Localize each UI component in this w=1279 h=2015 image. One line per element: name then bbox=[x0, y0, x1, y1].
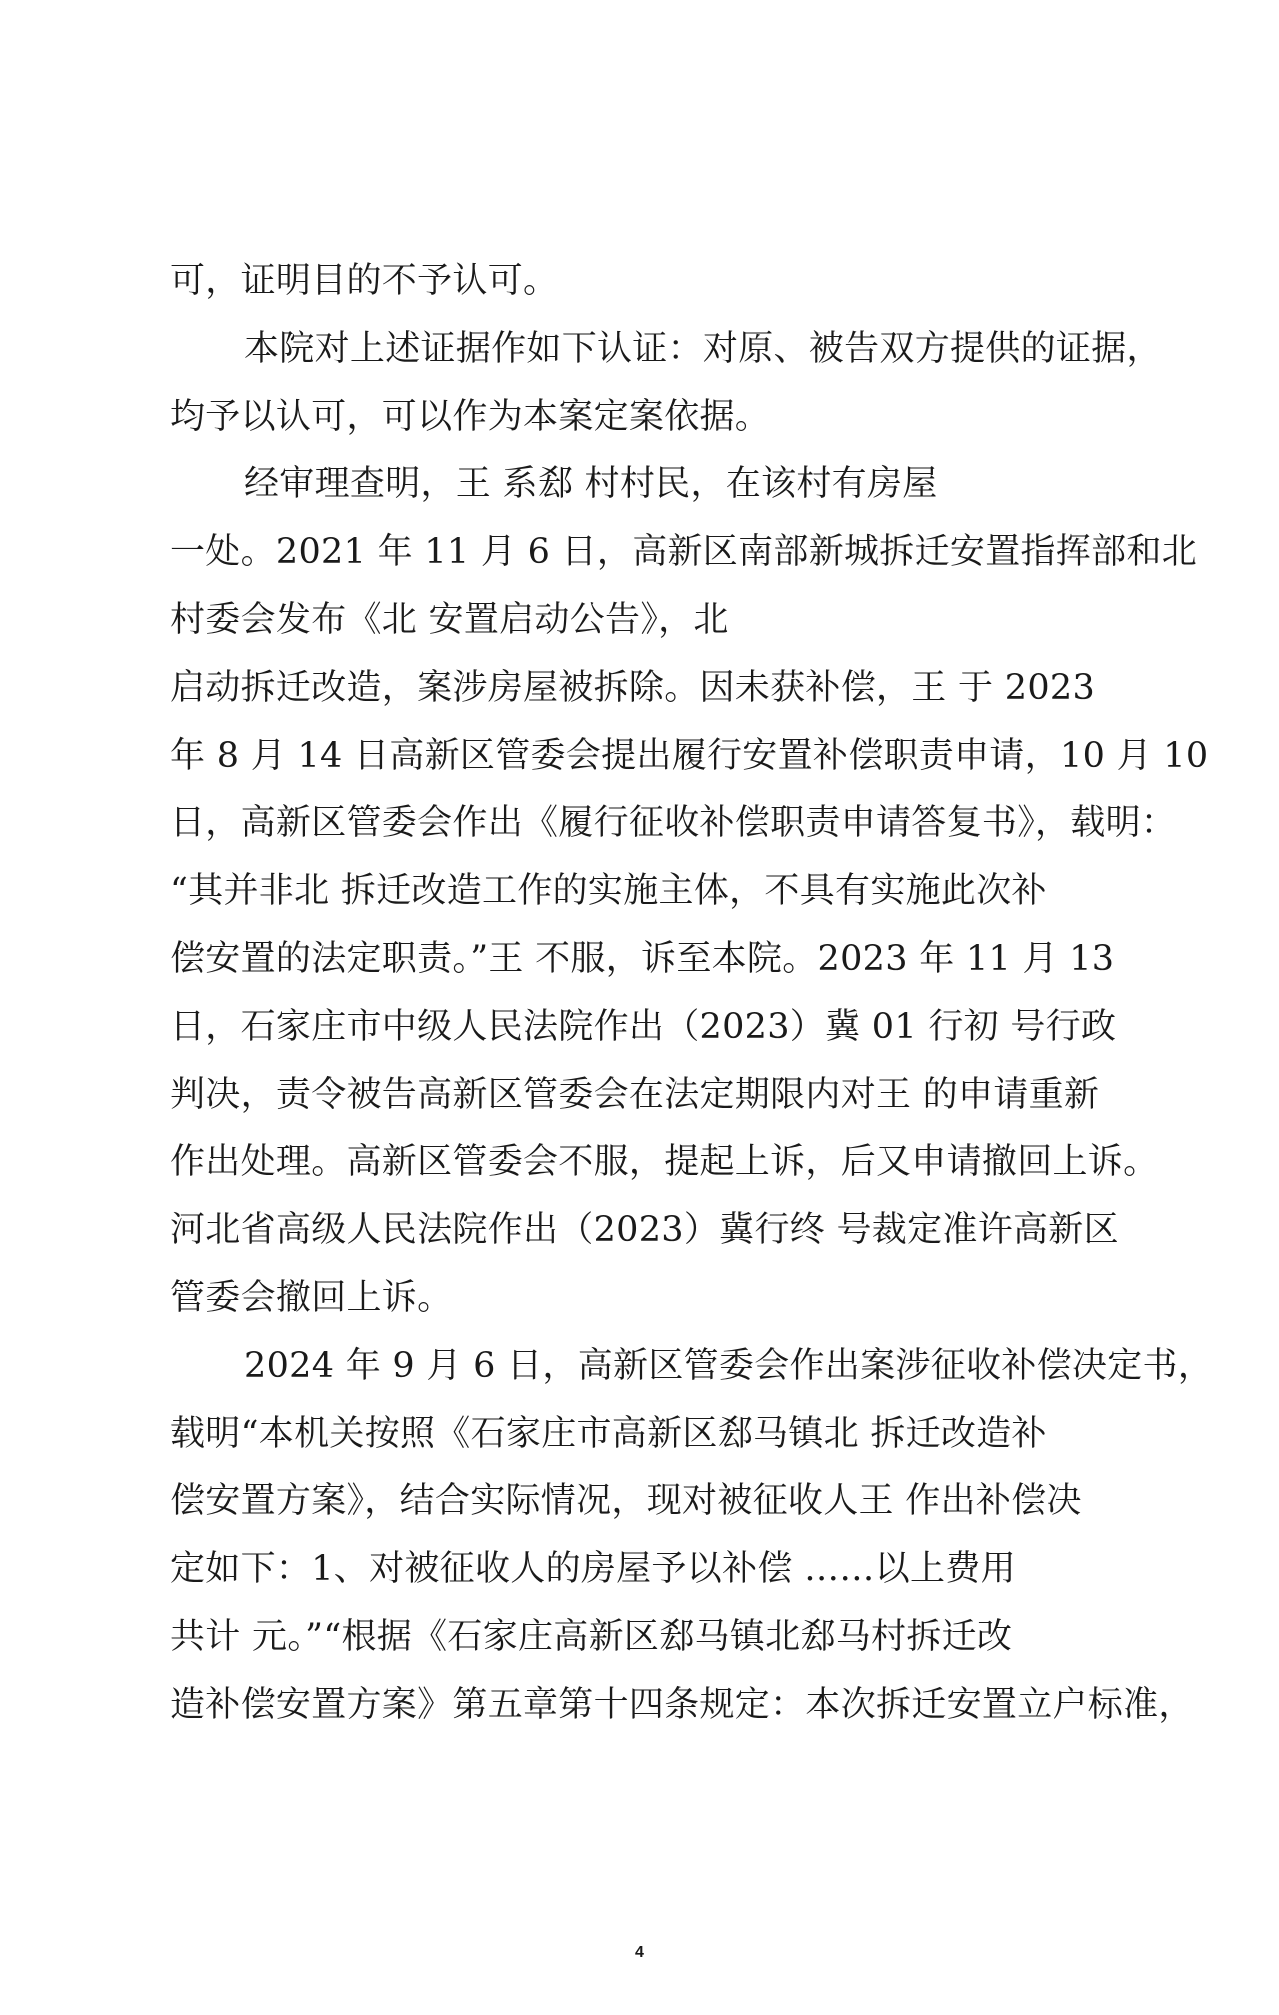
text-line: 日，高新区管委会作出《履行征收补偿职责申请答复书》，载明： bbox=[170, 803, 1177, 844]
document-body bbox=[170, 248, 1214, 1740]
text-line: 造补偿安置方案》第五章第十四条规定：本次拆迁安置立户标准， bbox=[170, 1684, 1194, 1725]
text-line: 年 8 月 14 日高新区管委会提出履行安置补偿职责申请，10 月 10 bbox=[170, 735, 1209, 776]
text-line: 偿安置的法定职责。”王 不服，诉至本院。2023 年 11 月 13 bbox=[170, 938, 1115, 979]
text-line: 启动拆迁改造，案涉房屋被拆除。因未获补偿，王 于 2023 bbox=[170, 667, 1096, 708]
text-line: 一处。2021 年 11 月 6 日，高新区南部新城拆迁安置指挥部和北 bbox=[170, 532, 1198, 573]
text-line: “其并非北 拆迁改造工作的实施主体，不具有实施此次补 bbox=[170, 871, 1047, 912]
text-line: 日，石家庄市中级人民法院作出（2023）冀 01 行初 号行政 bbox=[170, 1006, 1117, 1047]
text-line: 均予以认可，可以作为本案定案依据。 bbox=[170, 396, 771, 437]
text-line: 村委会发布《北 安置启动公告》，北 bbox=[170, 599, 729, 640]
text-line: 偿安置方案》，结合实际情况，现对被征收人王 作出补偿决 bbox=[170, 1481, 1082, 1522]
text-line: 载明“本机关按照《石家庄市高新区郄马镇北 拆迁改造补 bbox=[170, 1413, 1047, 1454]
text-line: 河北省高级人民法院作出（2023）冀行终 号裁定准许高新区 bbox=[170, 1210, 1119, 1251]
text-line: 判决，责令被告高新区管委会在法定期限内对王 的申请重新 bbox=[170, 1074, 1100, 1115]
text-line: 管委会撤回上诉。 bbox=[170, 1277, 453, 1318]
text-line: 作出处理。高新区管委会不服，提起上诉，后又申请撤回上诉。 bbox=[170, 1142, 1159, 1183]
text-line: 可，证明目的不予认可。 bbox=[170, 261, 559, 301]
page-number: 4 bbox=[635, 1944, 644, 1961]
text-line: 本院对上述证据作如下认证：对原、被告双方提供的证据， bbox=[244, 328, 1162, 369]
text-line: 经审理查明，王 系郄 村村民，在该村有房屋 bbox=[244, 464, 938, 505]
text-line: 共计 元。”“根据《石家庄高新区郄马镇北郄马村拆迁改 bbox=[170, 1616, 1013, 1657]
text-line: 2024 年 9 月 6 日，高新区管委会作出案涉征收补偿决定书， bbox=[244, 1345, 1214, 1386]
text-line: 定如下：1、对被征收人的房屋予以补偿 ……以上费用 bbox=[170, 1549, 1016, 1590]
